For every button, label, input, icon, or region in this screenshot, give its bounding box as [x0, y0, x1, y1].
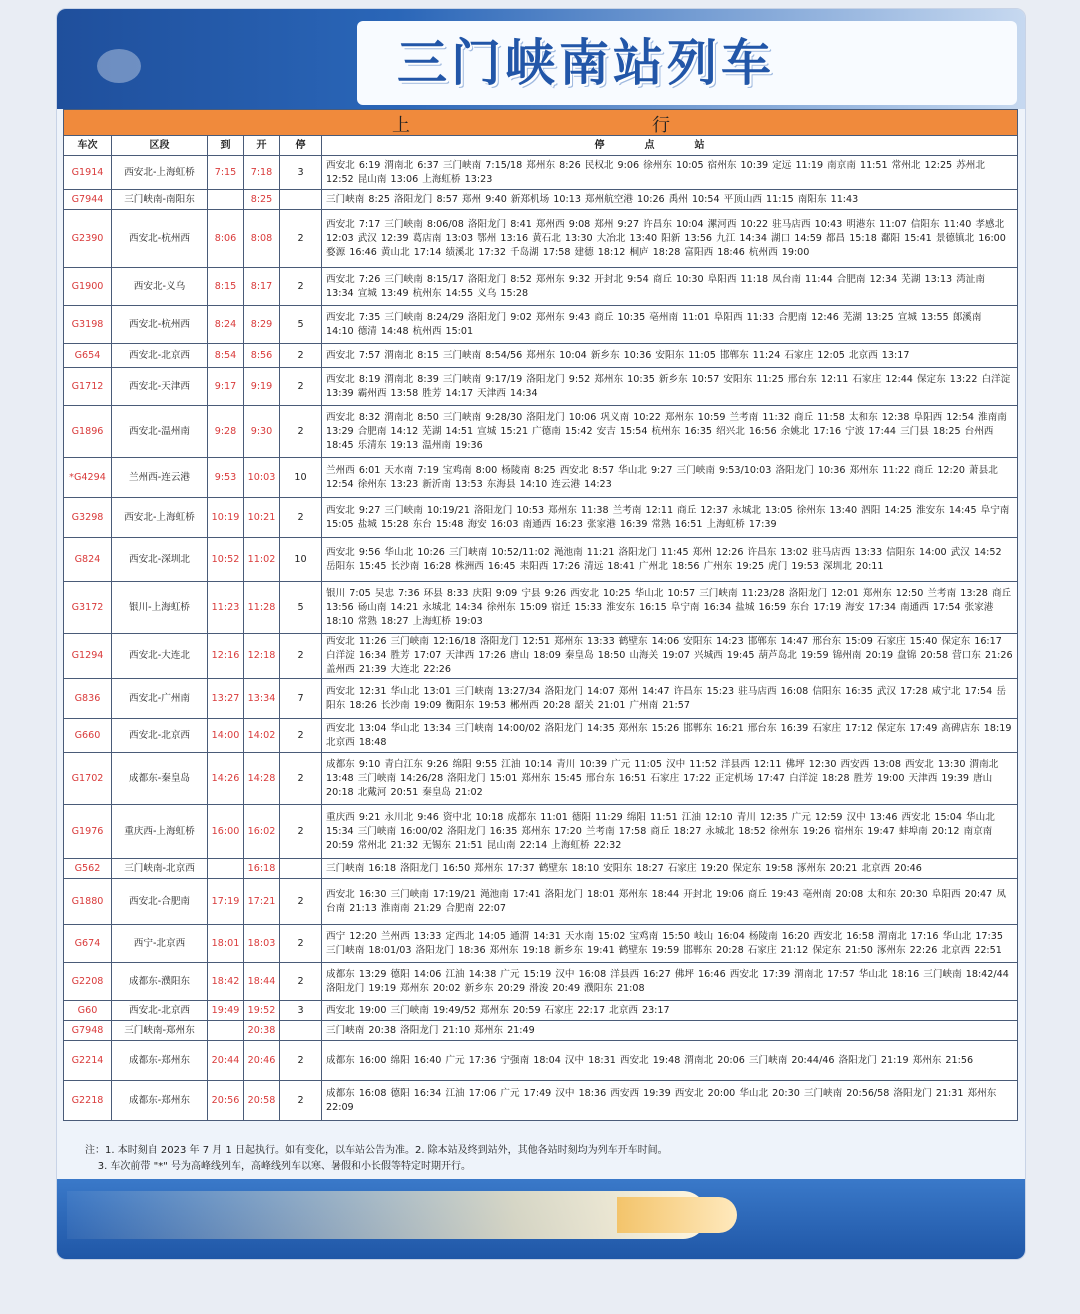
arrival-time: 12:16: [208, 634, 244, 679]
route-section: 西宁-北京西: [112, 925, 208, 963]
departure-time: 19:52: [244, 1001, 280, 1021]
departure-time: 11:28: [244, 582, 280, 634]
dwell-minutes: 2: [280, 634, 322, 679]
route-section: 西安北-北京西: [112, 1001, 208, 1021]
arrival-time: [208, 1021, 244, 1041]
train-number: G1702: [64, 753, 112, 805]
arrival-time: 9:28: [208, 406, 244, 458]
arrival-time: 20:44: [208, 1041, 244, 1081]
train-number: G654: [64, 344, 112, 368]
departure-time: 8:29: [244, 306, 280, 344]
train-number: G1914: [64, 156, 112, 190]
train-nose-image: [617, 1197, 737, 1233]
route-section: 三门峡南-南阳东: [112, 190, 208, 210]
route-section: 银川-上海虹桥: [112, 582, 208, 634]
departure-time: 8:56: [244, 344, 280, 368]
high-speed-train-image: [67, 1191, 707, 1239]
table-row: [64, 306, 1018, 344]
dwell-minutes: 2: [280, 925, 322, 963]
arrival-time: [208, 190, 244, 210]
table-row: [64, 1081, 1018, 1121]
train-number: G1712: [64, 368, 112, 406]
dwell-minutes: [280, 1021, 322, 1041]
stop-list: 西安北 7:17 三门峡南 8:06/08 洛阳龙门 8:41 郑州西 9:08 郑州 9:27 许昌东 10:04 漯河西 10:22 驻马店西 10:43 明港东 11:07 信阳东 11:40 孝感北 12:03 武汉 12:39 葛店南 13:03 鄂州 13:16 黄石北 13:30 大冶北 13:40 阳新 13:56 九江 14:34 湖口 14:59 都昌 15:18 鄱阳 15:41 景德镇北 16:00 婺源 16:46 黄山北 17:14 绩溪北 17:32 千岛湖 17:58 建德 18:12 桐庐 18:28 富阳西 18:46 杭州西 19:00: [322, 210, 1018, 268]
stop-list: 重庆西 9:21 永川北 9:46 资中北 10:18 成都东 11:01 德阳 11:29 绵阳 11:51 江油 12:10 青川 12:35 广元 12:59 汉中 13:46 西安北 15:04 华山北 15:34 三门峡南 16:00/02 洛阳龙门 16:35 郑州东 17:20 兰考南 17:58 商丘 18:27 永城北 18:52 徐州东 19:26 宿州东 19:47 蚌埠南 20:12 南京南 20:59 常州北 21:32 无锡东 21:51 昆山南 22:14 上海虹桥 22:32: [322, 805, 1018, 859]
arrival-time: 10:52: [208, 538, 244, 582]
stop-list: 三门峡南 20:38 洛阳龙门 21:10 郑州东 21:49: [322, 1021, 1018, 1041]
table-header-row: [64, 136, 1018, 156]
arrival-time: 8:06: [208, 210, 244, 268]
arrival-time: 13:27: [208, 679, 244, 719]
route-section: 成都东-郑州东: [112, 1041, 208, 1081]
table-row: [64, 1021, 1018, 1041]
table-row: [64, 190, 1018, 210]
train-number: G3298: [64, 498, 112, 538]
col-header-dwell: 停: [280, 136, 322, 156]
dwell-minutes: 2: [280, 268, 322, 306]
table-row: [64, 963, 1018, 1001]
departure-time: 20:38: [244, 1021, 280, 1041]
arrival-time: [208, 859, 244, 879]
arrival-time: 9:17: [208, 368, 244, 406]
table-row: [64, 1001, 1018, 1021]
departure-time: 9:19: [244, 368, 280, 406]
route-section: 西安北-深圳北: [112, 538, 208, 582]
stop-list: 三门峡南 8:25 洛阳龙门 8:57 郑州 9:40 新郑机场 10:13 郑州航空港 10:26 禹州 10:54 平顶山西 11:15 南阳东 11:43: [322, 190, 1018, 210]
arrival-time: 10:19: [208, 498, 244, 538]
dwell-minutes: 10: [280, 538, 322, 582]
stop-list: 成都东 13:29 德阳 14:06 江油 14:38 广元 15:19 汉中 16:08 洋县西 16:27 佛坪 16:46 西安北 17:39 渭南北 17:57 华山北 18:16 三门峡南 18:42/44 洛阳龙门 19:19 郑州东 20:02 新乡东 20:29 滑浚 20:49 濮阳东 21:08: [322, 963, 1018, 1001]
dwell-minutes: 2: [280, 368, 322, 406]
table-row: [64, 406, 1018, 458]
dwell-minutes: [280, 859, 322, 879]
arrival-time: 14:00: [208, 719, 244, 753]
stop-list: 兰州西 6:01 天水南 7:19 宝鸡南 8:00 杨陵南 8:25 西安北 8:57 华山北 9:27 三门峡南 9:53/10:03 洛阳龙门 10:36 郑州东 11:22 商丘 12:20 萧县北 12:54 徐州东 13:23 新沂南 13:53 东海县 14:10 连云港 14:23: [322, 458, 1018, 498]
arrival-time: 8:54: [208, 344, 244, 368]
departure-time: 8:25: [244, 190, 280, 210]
stop-list: 西安北 11:26 三门峡南 12:16/18 洛阳龙门 12:51 郑州东 13:33 鹤壁东 14:06 安阳东 14:23 邯郸东 14:47 邢台东 15:09 石家庄 15:40 保定东 16:17 白洋淀 16:34 胜芳 17:07 天津西 17:26 唐山 18:09 秦皇岛 18:50 山海关 19:07 兴城西 19:45 葫芦岛北 19:59 锦州南 20:19 盘锦 20:58 营口东 21:26 盖州西 21:39 大连北 22:26: [322, 634, 1018, 679]
table-row: [64, 925, 1018, 963]
train-number: G660: [64, 719, 112, 753]
dwell-minutes: 2: [280, 1081, 322, 1121]
table-row: [64, 458, 1018, 498]
route-section: 三门峡南-郑州东: [112, 1021, 208, 1041]
train-number: G824: [64, 538, 112, 582]
table-row: [64, 268, 1018, 306]
table-row: [64, 753, 1018, 805]
route-section: 西安北-北京西: [112, 719, 208, 753]
dwell-minutes: 2: [280, 879, 322, 925]
route-section: 成都东-郑州东: [112, 1081, 208, 1121]
dwell-minutes: [280, 190, 322, 210]
col-header-stops: 停点站: [322, 136, 1018, 156]
departure-time: 8:17: [244, 268, 280, 306]
stop-list: 西宁 12:20 兰州西 13:33 定西北 14:05 通渭 14:31 天水南 15:02 宝鸡南 15:50 岐山 16:04 杨陵南 16:20 西安北 16:58 渭南北 17:16 华山北 17:35 三门峡南 18:01/03 洛阳龙门 18:36 郑州东 19:18 新乡东 19:41 鹤壁东 19:59 邯郸东 20:28 石家庄 21:12 保定东 21:50 涿州东 22:26 北京西 22:51: [322, 925, 1018, 963]
table-row: [64, 1041, 1018, 1081]
train-number: G3172: [64, 582, 112, 634]
col-header-arrival: 到: [208, 136, 244, 156]
stop-list: 西安北 13:04 华山北 13:34 三门峡南 14:00/02 洛阳龙门 14:35 郑州东 15:26 邯郸东 16:21 邢台东 16:39 石家庄 17:12 保定东 17:49 高碑店东 18:19 北京西 18:48: [322, 719, 1018, 753]
dwell-minutes: 3: [280, 156, 322, 190]
departure-time: 7:18: [244, 156, 280, 190]
train-number: G7944: [64, 190, 112, 210]
dwell-minutes: 3: [280, 1001, 322, 1021]
dwell-minutes: 2: [280, 210, 322, 268]
train-number: G1976: [64, 805, 112, 859]
route-section: 兰州西-连云港: [112, 458, 208, 498]
page-title: 三门峡南站列车: [397, 34, 775, 92]
stop-list: 西安北 8:19 渭南北 8:39 三门峡南 9:17/19 洛阳龙门 9:52 郑州东 10:35 新乡东 10:57 安阳东 11:25 邢台东 12:11 石家庄 12:44 保定东 13:22 白洋淀 13:39 霸州西 13:58 胜芳 14:17 天津西 14:34: [322, 368, 1018, 406]
col-header-departure: 开: [244, 136, 280, 156]
arrival-time: 8:24: [208, 306, 244, 344]
arrival-time: 18:42: [208, 963, 244, 1001]
departure-time: 12:18: [244, 634, 280, 679]
footnotes: [85, 1143, 668, 1175]
table-row: [64, 582, 1018, 634]
col-header-train: 车次: [64, 136, 112, 156]
train-number: G60: [64, 1001, 112, 1021]
table-row: [64, 368, 1018, 406]
dwell-minutes: 5: [280, 306, 322, 344]
train-number: G1896: [64, 406, 112, 458]
stop-list: 成都东 16:00 绵阳 16:40 广元 17:36 宁强南 18:04 汉中 18:31 西安北 19:48 渭南北 20:06 三门峡南 20:44/46 洛阳龙门 21:19 郑州东 21:56: [322, 1041, 1018, 1081]
route-section: 西安北-杭州西: [112, 210, 208, 268]
stop-list: 西安北 19:00 三门峡南 19:49/52 郑州东 20:59 石家庄 22:17 北京西 23:17: [322, 1001, 1018, 1021]
table-row: [64, 210, 1018, 268]
departure-time: 14:28: [244, 753, 280, 805]
direction-bar: [63, 109, 1018, 135]
route-section: 西安北-天津西: [112, 368, 208, 406]
train-number: G1900: [64, 268, 112, 306]
train-number: G1294: [64, 634, 112, 679]
arrival-time: 18:01: [208, 925, 244, 963]
departure-time: 10:21: [244, 498, 280, 538]
route-section: 西安北-义乌: [112, 268, 208, 306]
departure-time: 8:08: [244, 210, 280, 268]
arrival-time: 7:15: [208, 156, 244, 190]
stop-list: 成都东 9:10 青白江东 9:26 绵阳 9:55 江油 10:14 青川 10:39 广元 11:05 汉中 11:52 洋县西 12:11 佛坪 12:30 西安西 13:08 西安北 13:30 渭南北 13:48 三门峡南 14:26/28 洛阳龙门 15:01 郑州东 15:45 邢台东 16:51 石家庄 17:22 正定机场 17:47 白洋淀 18:28 胜芳 19:00 天津西 19:39 唐山 20:18 北戴河 20:51 秦皇岛 21:02: [322, 753, 1018, 805]
dwell-minutes: 10: [280, 458, 322, 498]
table-row: [64, 879, 1018, 925]
dwell-minutes: 2: [280, 1041, 322, 1081]
table-body: [64, 156, 1018, 1121]
stop-list: 西安北 9:27 三门峡南 10:19/21 洛阳龙门 10:53 郑州东 11:38 兰考南 12:11 商丘 12:37 永城北 13:05 徐州东 13:40 泗阳 14:25 淮安东 14:45 阜宁南 15:05 盐城 15:28 东台 15:48 海安 16:03 南通西 16:23 张家港 16:39 常熟 16:51 上海虹桥 17:39: [322, 498, 1018, 538]
departure-time: 13:34: [244, 679, 280, 719]
table-row: [64, 156, 1018, 190]
train-number: *G4294: [64, 458, 112, 498]
arrival-time: 8:15: [208, 268, 244, 306]
timetable: [63, 109, 1018, 1121]
arrival-time: 9:53: [208, 458, 244, 498]
train-number: G562: [64, 859, 112, 879]
arrival-time: 11:23: [208, 582, 244, 634]
table-row: [64, 634, 1018, 679]
departure-time: 20:58: [244, 1081, 280, 1121]
direction-down-label: 行: [652, 115, 670, 136]
departure-time: 11:02: [244, 538, 280, 582]
table-row: [64, 679, 1018, 719]
table-row: [64, 498, 1018, 538]
train-number: G2214: [64, 1041, 112, 1081]
stop-list: 西安北 8:32 渭南北 8:50 三门峡南 9:28/30 洛阳龙门 10:06 巩义南 10:22 郑州东 10:59 兰考南 11:32 商丘 11:58 太和东 12:38 阜阳西 12:54 淮南南 13:29 合肥南 14:12 芜湖 14:51 宣城 15:21 广德南 15:42 安吉 15:54 杭州东 16:35 绍兴北 16:56 余姚北 17:16 宁波 17:44 三门县 18:25 台州西 18:45 乐清东 19:13 温州南 19:36: [322, 406, 1018, 458]
col-header-route: 区段: [112, 136, 208, 156]
route-section: 成都东-濮阳东: [112, 963, 208, 1001]
dwell-minutes: 2: [280, 805, 322, 859]
table-row: [64, 719, 1018, 753]
schedule-table: [63, 135, 1018, 1121]
stop-list: 成都东 16:08 德阳 16:34 江油 17:06 广元 17:49 汉中 18:36 西安西 19:39 西安北 20:00 华山北 20:30 三门峡南 20:56/58 洛阳龙门 21:31 郑州东 22:09: [322, 1081, 1018, 1121]
route-section: 西安北-杭州西: [112, 306, 208, 344]
dwell-minutes: 2: [280, 963, 322, 1001]
table-row: [64, 805, 1018, 859]
dwell-minutes: 5: [280, 582, 322, 634]
train-number: G2208: [64, 963, 112, 1001]
departure-time: 18:03: [244, 925, 280, 963]
arrival-time: 19:49: [208, 1001, 244, 1021]
departure-time: 18:44: [244, 963, 280, 1001]
train-number: G2390: [64, 210, 112, 268]
table-row: [64, 538, 1018, 582]
direction-up-label: 上: [392, 115, 410, 136]
departure-time: 17:21: [244, 879, 280, 925]
departure-time: 16:02: [244, 805, 280, 859]
railway-logo-icon: [97, 49, 141, 83]
stop-list: 西安北 7:35 三门峡南 8:24/29 洛阳龙门 9:02 郑州东 9:43 商丘 10:35 亳州南 11:01 阜阳西 11:33 合肥南 12:46 芜湖 13:25 宣城 13:55 郎溪南 14:10 德清 14:48 杭州西 15:01: [322, 306, 1018, 344]
train-number: G1880: [64, 879, 112, 925]
departure-time: 10:03: [244, 458, 280, 498]
train-number: G7948: [64, 1021, 112, 1041]
train-number: G2218: [64, 1081, 112, 1121]
stop-list: 西安北 9:56 华山北 10:26 三门峡南 10:52/11:02 渑池南 11:21 洛阳龙门 11:45 郑州 12:26 许昌东 13:02 驻马店西 13:33 信阳东 14:00 武汉 14:52 岳阳东 15:45 长沙南 16:28 株洲西 16:45 耒阳西 17:26 清远 18:41 广州北 18:56 广州东 19:25 虎门 19:53 深圳北 20:11: [322, 538, 1018, 582]
stop-list: 西安北 12:31 华山北 13:01 三门峡南 13:27/34 洛阳龙门 14:07 郑州 14:47 许昌东 15:23 驻马店西 16:08 信阳东 16:35 武汉 17:28 咸宁北 17:54 岳阳东 18:26 长沙南 19:09 衡阳东 19:53 郴州西 20:28 韶关 21:01 广州南 21:57: [322, 679, 1018, 719]
dwell-minutes: 2: [280, 344, 322, 368]
train-number: G836: [64, 679, 112, 719]
route-section: 成都东-秦皇岛: [112, 753, 208, 805]
route-section: 西安北-温州南: [112, 406, 208, 458]
departure-time: 14:02: [244, 719, 280, 753]
footnote-line-1: 注：1. 本时刻自 2023 年 7 月 1 日起执行。如有变化，以车站公告为准。2. 除本站及终到站外，其他各站时刻均为列车开车时间。: [85, 1145, 668, 1156]
dwell-minutes: 2: [280, 753, 322, 805]
route-section: 西安北-上海虹桥: [112, 156, 208, 190]
dwell-minutes: 2: [280, 719, 322, 753]
arrival-time: 17:19: [208, 879, 244, 925]
stop-list: 西安北 16:30 三门峡南 17:19/21 渑池南 17:41 洛阳龙门 18:01 郑州东 18:44 开封北 19:06 商丘 19:43 亳州南 20:08 太和东 20:30 阜阳西 20:47 凤台南 21:13 淮南南 21:29 合肥南 22:07: [322, 879, 1018, 925]
departure-time: 16:18: [244, 859, 280, 879]
dwell-minutes: 2: [280, 498, 322, 538]
route-section: 西安北-北京西: [112, 344, 208, 368]
departure-time: 20:46: [244, 1041, 280, 1081]
route-section: 西安北-合肥南: [112, 879, 208, 925]
stop-list: 银川 7:05 吴忠 7:36 环县 8:33 庆阳 9:09 宁县 9:26 西安北 10:25 华山北 10:57 三门峡南 11:23/28 洛阳龙门 12:01 郑州东 12:50 兰考南 13:28 商丘 13:56 砀山南 14:21 永城北 14:34 徐州东 15:09 宿迁 15:33 淮安东 16:15 阜宁南 16:34 盐城 16:59 东台 17:19 海安 17:34 南通西 17:54 张家港 18:10 常熟 18:27 上海虹桥 19:03: [322, 582, 1018, 634]
route-section: 西安北-大连北: [112, 634, 208, 679]
route-section: 三门峡南-北京西: [112, 859, 208, 879]
table-row: [64, 859, 1018, 879]
dwell-minutes: 7: [280, 679, 322, 719]
route-section: 重庆西-上海虹桥: [112, 805, 208, 859]
dwell-minutes: 2: [280, 406, 322, 458]
departure-time: 9:30: [244, 406, 280, 458]
stop-list: 西安北 7:57 渭南北 8:15 三门峡南 8:54/56 郑州东 10:04 新乡东 10:36 安阳东 11:05 邯郸东 11:24 石家庄 12:05 北京西 13:17: [322, 344, 1018, 368]
arrival-time: 16:00: [208, 805, 244, 859]
stop-list: 西安北 7:26 三门峡南 8:15/17 洛阳龙门 8:52 郑州东 9:32 开封北 9:54 商丘 10:30 阜阳西 11:18 凤台南 11:44 合肥南 12:34 芜湖 13:13 湾沚南 13:34 宣城 13:49 杭州东 14:55 义乌 15:28: [322, 268, 1018, 306]
stop-list: 三门峡南 16:18 洛阳龙门 16:50 郑州东 17:37 鹤壁东 18:10 安阳东 18:27 石家庄 19:20 保定东 19:58 涿州东 20:21 北京西 20:46: [322, 859, 1018, 879]
table-row: [64, 344, 1018, 368]
arrival-time: 20:56: [208, 1081, 244, 1121]
route-section: 西安北-上海虹桥: [112, 498, 208, 538]
train-number: G3198: [64, 306, 112, 344]
stop-list: 西安北 6:19 渭南北 6:37 三门峡南 7:15/18 郑州东 8:26 民权北 9:06 徐州东 10:05 宿州东 10:39 定远 11:19 南京南 11:51 常州北 12:25 苏州北 12:52 昆山南 13:06 上海虹桥 13:23: [322, 156, 1018, 190]
arrival-time: 14:26: [208, 753, 244, 805]
timetable-poster: [56, 8, 1026, 1260]
footnote-line-2: 3. 车次前带 "*" 号为高峰线列车，高峰线列车以寒、暑假和小长假等特定时期开行。: [85, 1161, 471, 1172]
route-section: 西安北-广州南: [112, 679, 208, 719]
train-number: G674: [64, 925, 112, 963]
